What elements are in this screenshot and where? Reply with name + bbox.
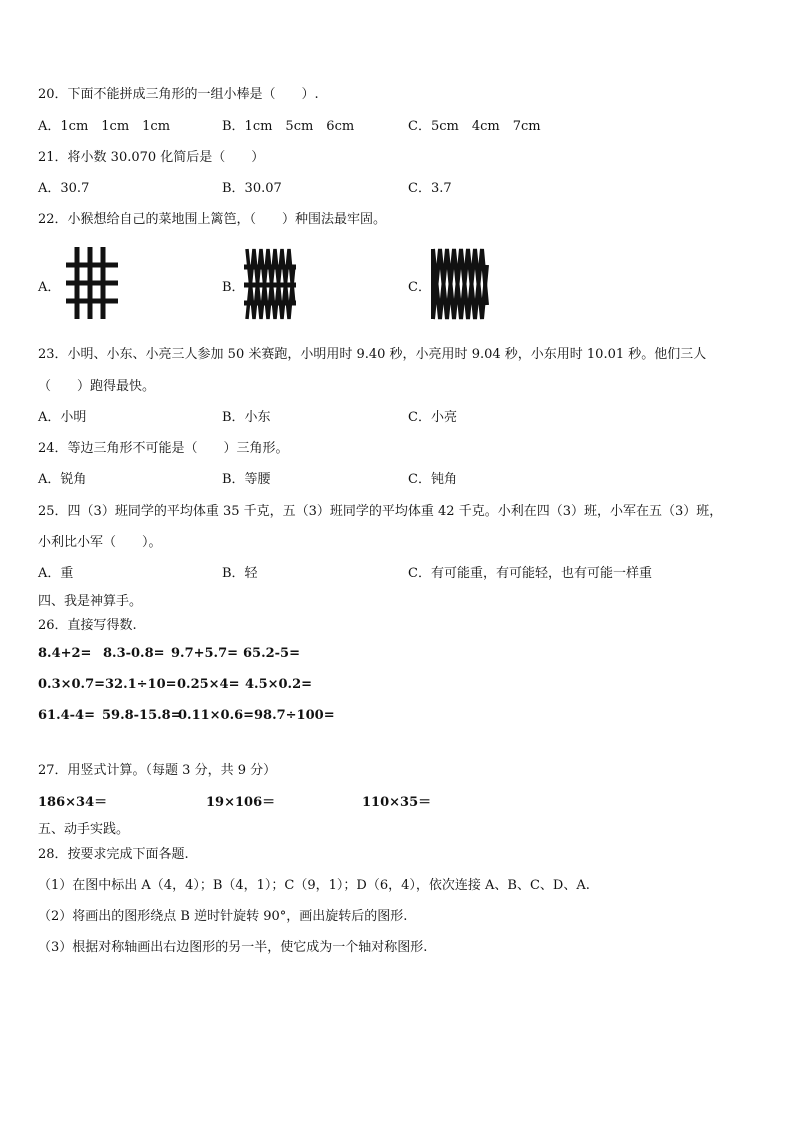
q22-option-b: B． [222,280,245,295]
q27-item: 186×34＝ [38,795,108,810]
q26-item: 65.2-5= [243,646,300,661]
q25-option-b: B．轻 [222,566,258,581]
q28-part-2: （2）将画出的图形绕点 B 逆时针旋转 90°，画出旋转后的图形. [38,909,408,924]
q27-stem: 27．用竖式计算。（每题 3 分，共 9 分） [38,763,277,778]
q26-item: 0.25×4= [177,677,240,692]
q24-stem: 24．等边三角形不可能是（ ）三角形。 [38,441,289,456]
q24-option-b: B．等腰 [222,472,271,487]
fence-diagonal-image [430,245,490,323]
q22-stem: 22．小猴想给自己的菜地围上篱笆，（ ）种围法最牢固。 [38,212,387,227]
q25-stem-line2: 小利比小军（ ）。 [38,535,162,550]
q22-option-a: A． [38,280,61,295]
q26-item: 0.11×0.6= [178,708,255,723]
q26-item: 32.1÷10= [105,677,177,692]
q21-option-a: A．30.7 [38,181,90,196]
q25-stem-line1: 25．四（3）班同学的平均体重 35 千克，五（3）班同学的平均体重 42 千克。小利在四（3）班，小军在五（3）班， [38,504,723,519]
section-heading-4: 四、我是神算手。 [38,594,143,609]
q26-stem: 26．直接写得数. [38,618,137,633]
fence-mixed-image [244,245,296,321]
q25-option-a: A．重 [38,566,74,581]
q20-option-a: A．1cm 1cm 1cm [38,119,171,134]
q28-part-3: （3）根据对称轴画出右边图形的另一半，使它成为一个轴对称图形. [38,940,428,955]
q23-option-c: C．小亮 [408,410,457,425]
q27-item: 19×106＝ [206,795,276,810]
q21-option-c: C．3.7 [408,181,452,196]
fence-grid-image [64,245,120,321]
q23-option-a: A．小明 [38,410,87,425]
q26-item: 61.4-4= [38,708,95,723]
q28-stem: 28．按要求完成下面各题. [38,847,189,862]
q24-option-c: C．钝角 [408,472,457,487]
q26-item: 98.7÷100= [254,708,335,723]
q20-stem: 20．下面不能拼成三角形的一组小棒是（ ）. [38,87,319,102]
q21-option-b: B．30.07 [222,181,282,196]
q23-option-b: B．小东 [222,410,271,425]
q23-stem-line2: （ ）跑得最快。 [38,379,156,394]
q20-option-b: B．1cm 5cm 6cm [222,119,355,134]
q26-item: 9.7+5.7= [171,646,239,661]
q23-stem-line1: 23．小明、小东、小亮三人参加 50 米赛跑，小明用时 9.40 秒，小亮用时 9.04 秒，小东用时 10.01 秒。他们三人 [38,347,707,362]
q26-item: 8.3-0.8= [103,646,165,661]
q24-option-a: A．锐角 [38,472,87,487]
q22-option-c: C． [408,280,431,295]
q21-stem: 21．将小数 30.070 化简后是（ ） [38,150,265,165]
q20-option-c: C．5cm 4cm 7cm [408,119,541,134]
section-heading-5: 五、动手实践。 [38,822,130,837]
q27-item: 110×35＝ [362,795,432,810]
q26-item: 8.4+2= [38,646,92,661]
q28-part-1: （1）在图中标出 A（4，4）；B（4，1）；C（9，1）；D（6，4），依次连接 A、B、C、D、A. [38,878,590,893]
q25-option-c: C．有可能重，有可能轻，也有可能一样重 [408,566,652,581]
q26-item: 59.8-15.8= [102,708,182,723]
q26-item: 0.3×0.7= [38,677,106,692]
q26-item: 4.5×0.2= [245,677,313,692]
